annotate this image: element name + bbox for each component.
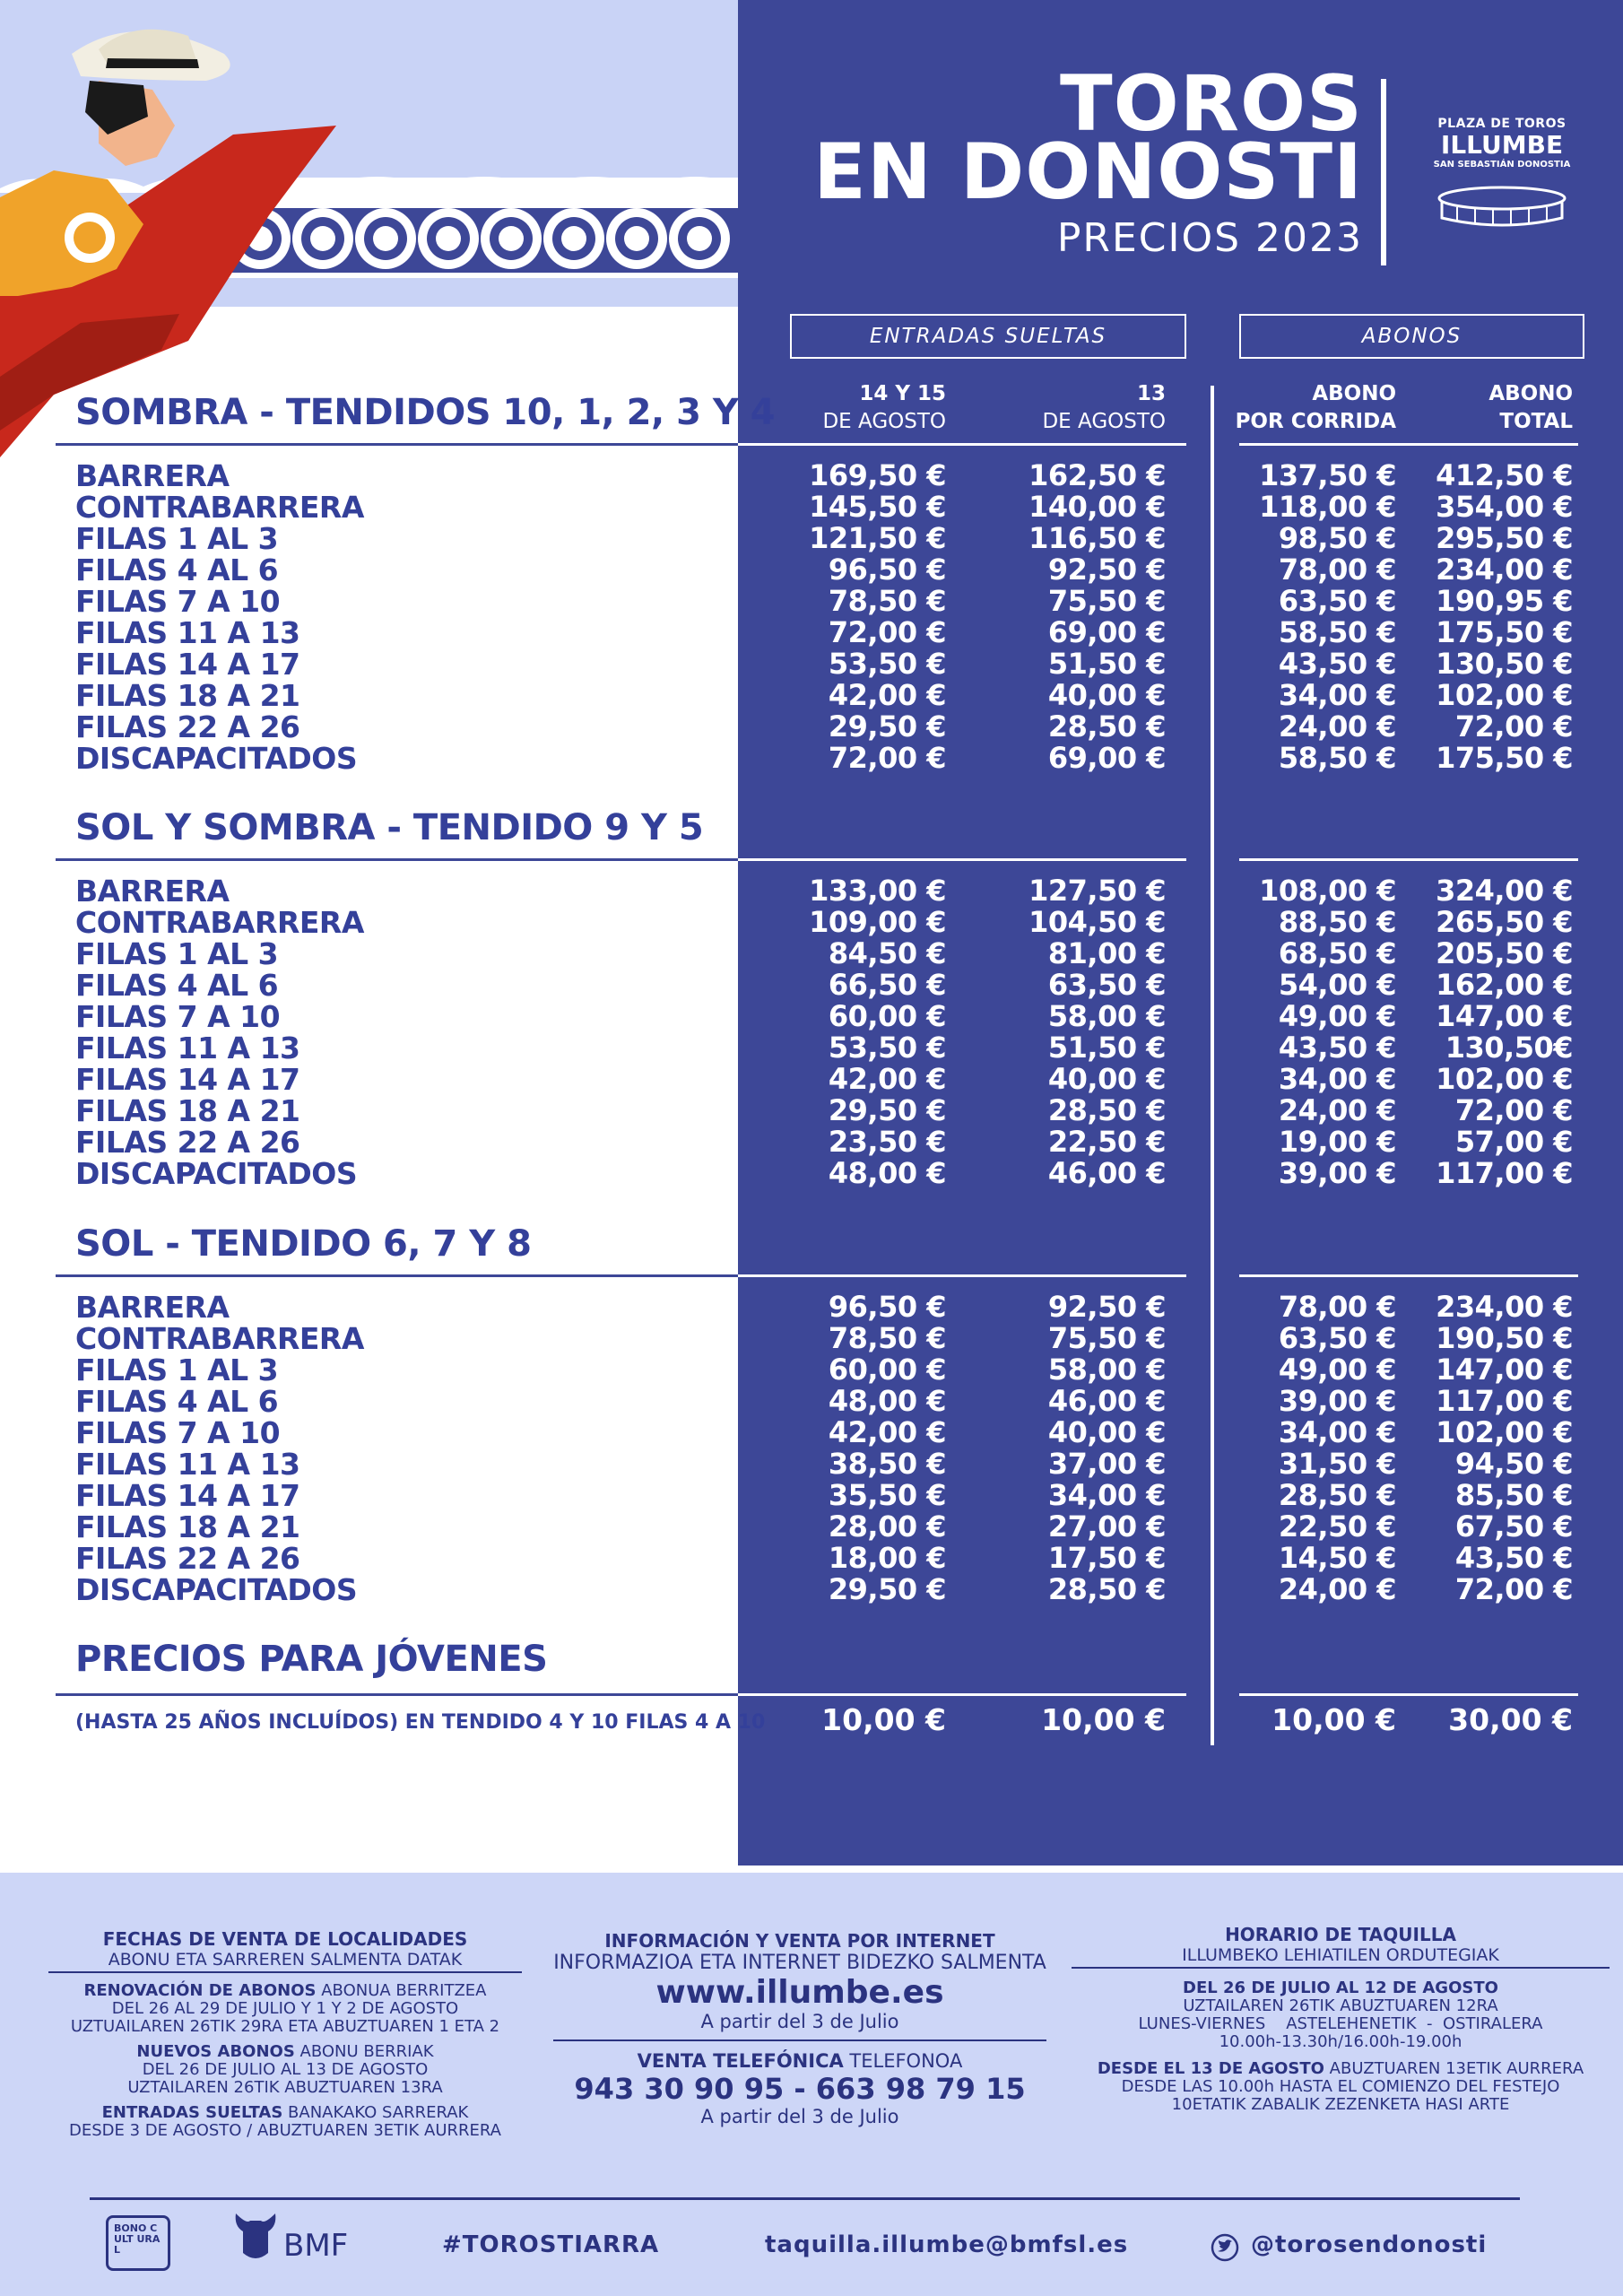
price-cell-col2: 51,50 €: [1047, 1031, 1166, 1065]
price-cell-col2: 51,50 €: [1047, 647, 1166, 681]
price-cell-col4: 175,50 €: [1436, 741, 1573, 775]
price-cell-col3: 34,00 €: [1278, 678, 1396, 712]
price-cell-col1: 60,00 €: [828, 999, 946, 1033]
nuevos-label: NUEVOS ABONOS: [136, 2042, 295, 2061]
section-rule-left: [56, 443, 738, 446]
group-entradas-sueltas: ENTRADAS SUELTAS: [790, 314, 1186, 359]
period2-eu: 10ETATIK ZABALIK ZEZENKETA HASI ARTE: [1171, 2095, 1510, 2114]
price-cell-col3: 49,00 €: [1278, 999, 1396, 1033]
price-row: [0, 1480, 1623, 1511]
price-row: [0, 907, 1623, 938]
price-row: [0, 743, 1623, 774]
price-cell-col4: 265,50 €: [1436, 905, 1573, 939]
price-cell-col1: 35,50 €: [828, 1478, 946, 1512]
row-label: FILAS 18 A 21: [75, 1093, 300, 1128]
price-cell-col2: 75,50 €: [1047, 1321, 1166, 1355]
price-cell-col1: 42,00 €: [828, 1415, 946, 1449]
footer-right-subheading: ILLUMBEKO LEHIATILEN ORDUTEGIAK: [1072, 1945, 1610, 1969]
section-title-sol-y-sombra: SOL Y SOMBRA - TENDIDO 9 Y 5: [75, 807, 704, 848]
sueltas-dates: DESDE 3 DE AGOSTO / ABUZTUAREN 3ETIK AURRERA: [69, 2121, 501, 2140]
price-cell-col1: 145,50 €: [809, 490, 946, 524]
price-cell-col2: 75,50 €: [1047, 584, 1166, 618]
footer-left-heading: FECHAS DE VENTA DE LOCALIDADES: [102, 1928, 468, 1950]
price-row: [0, 586, 1623, 617]
title-divider: [1381, 79, 1386, 265]
row-label: FILAS 14 A 17: [75, 1478, 300, 1513]
price-cell-col2: 28,50 €: [1047, 1093, 1166, 1127]
period2-es: DESDE LAS 10.00h HASTA EL COMIENZO DEL FESTEJO: [1121, 2077, 1560, 2096]
price-cell-col1: 84,50 €: [828, 936, 946, 970]
price-row: [0, 970, 1623, 1001]
price-row: [0, 1095, 1623, 1126]
row-label: FILAS 22 A 26: [75, 1125, 300, 1160]
price-row: [0, 1543, 1623, 1574]
nuevos-dates-eu: UZTAILAREN 26TIK ABUZTUAREN 13RA: [127, 2078, 443, 2097]
nuevos-dates-es: DEL 26 DE JULIO AL 13 DE AGOSTO: [142, 2060, 429, 2079]
price-rows-sol-y-sombra: [0, 875, 1623, 1189]
footer-right-heading: HORARIO DE TAQUILLA: [1225, 1924, 1456, 1945]
col-head-2-bottom: DE AGOSTO: [1042, 410, 1166, 433]
price-cell-col1: 38,50 €: [828, 1447, 946, 1481]
title-line-1: TOROS: [1059, 59, 1363, 149]
period2-rest: ABUZTUAREN 13ETIK AURRERA: [1324, 2059, 1584, 2078]
footer-internet-sales: [553, 1930, 1046, 2127]
price-cell-col1: 133,00 €: [809, 874, 946, 908]
price-cell-col4: 162,00 €: [1436, 968, 1573, 1002]
section-rule-left: [56, 858, 738, 861]
price-cell-col2: 28,50 €: [1047, 1572, 1166, 1606]
price-cell-col3: 137,50 €: [1259, 458, 1396, 492]
price-cell-col3: 19,00 €: [1278, 1125, 1396, 1159]
renovacion-line: [48, 1982, 522, 2000]
price-cell-col2: 28,50 €: [1047, 709, 1166, 744]
price-cell-col4: 72,00 €: [1454, 1093, 1573, 1127]
price-cell-col2: 46,00 €: [1047, 1156, 1166, 1190]
price-row: [0, 617, 1623, 648]
col-head-3-top: ABONO: [1312, 382, 1396, 405]
col-head-2-top: 13: [1136, 382, 1166, 405]
price-row: [0, 1001, 1623, 1032]
section-rule-right: [738, 443, 1186, 446]
section-rule-left: [56, 1274, 738, 1277]
row-label: FILAS 7 A 10: [75, 1415, 281, 1450]
price-cell-col4: 354,00 €: [1436, 490, 1573, 524]
price-cell-col2: 104,50 €: [1028, 905, 1166, 939]
bmf-logo-text: BMF: [283, 2228, 349, 2264]
price-cell-col2: 40,00 €: [1047, 1062, 1166, 1096]
price-row: [0, 1354, 1623, 1386]
section-rule-left: [56, 1693, 738, 1696]
youth-price-4: 30,00 €: [1448, 1702, 1573, 1737]
price-row: [0, 711, 1623, 743]
price-row: [0, 680, 1623, 711]
row-label: FILAS 1 AL 3: [75, 521, 279, 556]
price-cell-col1: 72,00 €: [828, 615, 946, 649]
price-cell-col1: 48,00 €: [828, 1156, 946, 1190]
price-cell-col2: 40,00 €: [1047, 1415, 1166, 1449]
price-cell-col4: 234,00 €: [1436, 552, 1573, 587]
section-rule-right: [1239, 443, 1578, 446]
price-cell-col4: 190,50 €: [1436, 1321, 1573, 1355]
price-cell-col1: 78,50 €: [828, 584, 946, 618]
row-label: FILAS 14 A 17: [75, 1062, 300, 1097]
price-row: [0, 523, 1623, 554]
price-row: [0, 460, 1623, 491]
price-cell-col3: 43,50 €: [1278, 647, 1396, 681]
price-cell-col4: 412,50 €: [1436, 458, 1573, 492]
price-cell-col1: 169,50 €: [809, 458, 946, 492]
period2-label: DESDE EL 13 DE AGOSTO: [1097, 2059, 1324, 2078]
price-cell-col4: 130,50 €: [1436, 647, 1573, 681]
price-cell-col1: 29,50 €: [828, 709, 946, 744]
renovacion-dates-eu: UZTUAILAREN 26TIK 29RA ETA ABUZTUAREN 1 ETA 2: [70, 2017, 500, 2036]
section-title-sol: SOL - TENDIDO 6, 7 Y 8: [75, 1223, 532, 1265]
col-head-1: [822, 380, 946, 436]
price-cell-col3: 24,00 €: [1278, 709, 1396, 744]
price-cell-col1: 18,00 €: [828, 1541, 946, 1575]
price-rows-sol: [0, 1292, 1623, 1605]
illumbe-logo: [1426, 117, 1578, 236]
price-cell-col2: 116,50 €: [1028, 521, 1166, 555]
section-rule-right: [738, 1693, 1186, 1696]
price-cell-col3: 78,00 €: [1278, 1290, 1396, 1324]
price-cell-col2: 127,50 €: [1028, 874, 1166, 908]
price-cell-col4: 295,50 €: [1436, 521, 1573, 555]
price-cell-col2: 46,00 €: [1047, 1384, 1166, 1418]
price-rows-sombra: [0, 460, 1623, 774]
section-title-jovenes: PRECIOS PARA JÓVENES: [75, 1639, 548, 1680]
youth-price-3: 10,00 €: [1271, 1702, 1396, 1737]
section-rule-right: [1239, 1693, 1578, 1696]
footer-sales-dates: [48, 1928, 522, 2140]
price-cell-col4: 43,50 €: [1454, 1541, 1573, 1575]
price-cell-col1: 96,50 €: [828, 1290, 946, 1324]
price-cell-col4: 94,50 €: [1454, 1447, 1573, 1481]
price-row: [0, 1323, 1623, 1354]
price-cell-col1: 29,50 €: [828, 1572, 946, 1606]
price-cell-col3: 31,50 €: [1278, 1447, 1396, 1481]
period1-hours: 10.00h-13.30h/16.00h-19.00h: [1219, 2032, 1462, 2051]
price-cell-col3: 39,00 €: [1278, 1156, 1396, 1190]
price-cell-col1: 53,50 €: [828, 1031, 946, 1065]
hashtag: #TOROSTIARRA: [442, 2231, 660, 2258]
price-cell-col4: 57,00 €: [1454, 1125, 1573, 1159]
price-cell-col3: 54,00 €: [1278, 968, 1396, 1002]
price-cell-col4: 130,50€: [1445, 1031, 1573, 1065]
website-link[interactable]: www.illumbe.es: [655, 1974, 944, 2011]
price-cell-col1: 29,50 €: [828, 1093, 946, 1127]
col-head-1-bottom: DE AGOSTO: [822, 410, 946, 433]
bull-icon: [229, 2208, 282, 2266]
row-label: FILAS 4 AL 6: [75, 1384, 279, 1419]
price-cell-col3: 88,50 €: [1278, 905, 1396, 939]
price-cell-col3: 34,00 €: [1278, 1062, 1396, 1096]
row-label: BARRERA: [75, 1290, 230, 1325]
row-label: FILAS 11 A 13: [75, 1031, 300, 1065]
logo-line-2: ILLUMBE: [1440, 130, 1564, 160]
price-cell-col2: 17,50 €: [1047, 1541, 1166, 1575]
phone-sales-label: VENTA TELEFÓNICA: [637, 2050, 844, 2072]
footer-center-heading: INFORMACIÓN Y VENTA POR INTERNET: [604, 1930, 995, 1952]
price-cell-col2: 40,00 €: [1047, 678, 1166, 712]
price-cell-col3: 118,00 €: [1259, 490, 1396, 524]
price-cell-col3: 58,50 €: [1278, 615, 1396, 649]
price-cell-col4: 72,00 €: [1454, 709, 1573, 744]
price-cell-col4: 102,00 €: [1436, 678, 1573, 712]
footer-box-office-hours: [1072, 1924, 1610, 2114]
price-cell-col2: 69,00 €: [1047, 741, 1166, 775]
price-cell-col1: 109,00 €: [809, 905, 946, 939]
renovacion-rest: ABONUA BERRITZEA: [316, 1981, 487, 2000]
row-label: DISCAPACITADOS: [75, 1156, 358, 1191]
price-cell-col4: 205,50 €: [1436, 936, 1573, 970]
price-cell-col3: 58,50 €: [1278, 741, 1396, 775]
price-cell-col3: 63,50 €: [1278, 1321, 1396, 1355]
price-cell-col2: 140,00 €: [1028, 490, 1166, 524]
email-link[interactable]: taquilla.illumbe@bmfsl.es: [765, 2231, 1129, 2258]
logo-line-3: SAN SEBASTIÁN DONOSTIA: [1433, 160, 1571, 170]
col-head-4-bottom: TOTAL: [1499, 410, 1573, 433]
price-cell-col4: 324,00 €: [1436, 874, 1573, 908]
price-cell-col4: 72,00 €: [1454, 1572, 1573, 1606]
phone-numbers[interactable]: 943 30 90 95 - 663 98 79 15: [574, 2072, 1026, 2106]
price-cell-col3: 98,50 €: [1278, 521, 1396, 555]
price-cell-col1: 96,50 €: [828, 552, 946, 587]
price-row: [0, 491, 1623, 523]
price-row: [0, 1574, 1623, 1605]
price-cell-col2: 162,50 €: [1028, 458, 1166, 492]
row-label: FILAS 11 A 13: [75, 1447, 300, 1482]
sueltas-label: ENTRADAS SUELTAS: [101, 2103, 283, 2122]
price-cell-col3: 108,00 €: [1259, 874, 1396, 908]
bono-cultural-logo: BONO CULT URAL: [106, 2215, 170, 2271]
price-cell-col1: 48,00 €: [828, 1384, 946, 1418]
row-label: CONTRABARRERA: [75, 905, 364, 940]
price-cell-col2: 63,50 €: [1047, 968, 1166, 1002]
sueltas-line: [48, 2104, 522, 2122]
nuevos-rest: ABONU BERRIAK: [294, 2042, 434, 2061]
title-block: [813, 59, 1363, 261]
period1-eu: UZTAILAREN 26TIK ABUZTUAREN 12RA: [1183, 1996, 1498, 2015]
row-label: CONTRABARRERA: [75, 1321, 364, 1356]
footer-left-subheading: ABONU ETA SARREREN SALMENTA DATAK: [48, 1950, 522, 1973]
row-label: FILAS 22 A 26: [75, 1541, 300, 1576]
price-row: [0, 1032, 1623, 1064]
sueltas-rest: BANAKAKO SARRERAK: [282, 2103, 469, 2122]
group-abonos: ABONOS: [1239, 314, 1584, 359]
price-cell-col1: 42,00 €: [828, 1062, 946, 1096]
title-line-2: EN DONOSTI: [813, 127, 1363, 217]
price-cell-col3: 63,50 €: [1278, 584, 1396, 618]
period2-line: [1072, 2060, 1610, 2078]
price-cell-col3: 39,00 €: [1278, 1384, 1396, 1418]
price-cell-col3: 24,00 €: [1278, 1572, 1396, 1606]
row-label: FILAS 4 AL 6: [75, 552, 279, 587]
col-head-1-top: 14 Y 15: [859, 382, 946, 405]
price-cell-col1: 121,50 €: [809, 521, 946, 555]
price-cell-col1: 78,50 €: [828, 1321, 946, 1355]
col-head-4: [1488, 380, 1573, 436]
col-head-2: [1042, 380, 1166, 436]
price-cell-col1: 53,50 €: [828, 647, 946, 681]
price-row: [0, 1126, 1623, 1158]
price-cell-col1: 28,00 €: [828, 1509, 946, 1544]
row-label: FILAS 18 A 21: [75, 678, 300, 713]
row-label: FILAS 7 A 10: [75, 584, 281, 619]
price-cell-col3: 78,00 €: [1278, 552, 1396, 587]
youth-price-2: 10,00 €: [1041, 1702, 1166, 1737]
row-label: FILAS 7 A 10: [75, 999, 281, 1034]
price-cell-col2: 81,00 €: [1047, 936, 1166, 970]
logo-line-1: PLAZA DE TOROS: [1437, 117, 1567, 131]
price-row: [0, 875, 1623, 907]
price-cell-col4: 117,00 €: [1436, 1384, 1573, 1418]
price-cell-col1: 60,00 €: [828, 1352, 946, 1387]
price-row: [0, 1064, 1623, 1095]
section-rule-right: [1239, 858, 1578, 861]
price-cell-col2: 22,50 €: [1047, 1125, 1166, 1159]
price-cell-col2: 58,00 €: [1047, 999, 1166, 1033]
nuevos-line: [48, 2043, 522, 2061]
twitter-handle[interactable]: @torosendonosti: [1251, 2231, 1488, 2258]
row-label: FILAS 14 A 17: [75, 647, 300, 682]
row-label: DISCAPACITADOS: [75, 1572, 358, 1607]
price-row: [0, 1386, 1623, 1417]
price-cell-col2: 69,00 €: [1047, 615, 1166, 649]
price-row: [0, 1448, 1623, 1480]
row-label: FILAS 1 AL 3: [75, 936, 279, 971]
renovacion-dates-es: DEL 26 AL 29 DE JULIO Y 1 Y 2 DE AGOSTO: [111, 1999, 459, 2018]
row-label: FILAS 22 A 26: [75, 709, 300, 744]
row-label: FILAS 4 AL 6: [75, 968, 279, 1003]
price-row: [0, 1417, 1623, 1448]
price-cell-col3: 43,50 €: [1278, 1031, 1396, 1065]
price-cell-col1: 66,50 €: [828, 968, 946, 1002]
price-row: [0, 938, 1623, 970]
col-head-4-top: ABONO: [1488, 382, 1573, 405]
price-cell-col3: 14,50 €: [1278, 1541, 1396, 1575]
renovacion-label: RENOVACIÓN DE ABONOS: [83, 1981, 317, 2000]
section-title-sombra: SOMBRA - TENDIDOS 10, 1, 2, 3 Y 4: [75, 392, 776, 433]
row-label: BARRERA: [75, 458, 230, 493]
price-cell-col3: 34,00 €: [1278, 1415, 1396, 1449]
col-head-3-bottom: POR CORRIDA: [1235, 410, 1396, 433]
youth-note: (HASTA 25 AÑOS INCLUÍDOS) EN TENDIDO 4 Y 10 FILAS 4 A 10: [75, 1711, 766, 1734]
section-rule-right: [738, 1274, 1186, 1277]
price-cell-col2: 92,50 €: [1047, 1290, 1166, 1324]
row-label: FILAS 1 AL 3: [75, 1352, 279, 1387]
price-cell-col4: 175,50 €: [1436, 615, 1573, 649]
price-row: [0, 1158, 1623, 1189]
price-cell-col4: 147,00 €: [1436, 1352, 1573, 1387]
section-rule-right: [1239, 1274, 1578, 1277]
phone-sales-rest: TELEFONOA: [843, 2050, 963, 2072]
price-cell-col3: 22,50 €: [1278, 1509, 1396, 1544]
price-cell-col4: 147,00 €: [1436, 999, 1573, 1033]
row-label: FILAS 18 A 21: [75, 1509, 300, 1544]
price-cell-col4: 102,00 €: [1436, 1062, 1573, 1096]
price-cell-col4: 234,00 €: [1436, 1290, 1573, 1324]
price-cell-col1: 72,00 €: [828, 741, 946, 775]
price-cell-col4: 85,50 €: [1454, 1478, 1573, 1512]
price-cell-col2: 58,00 €: [1047, 1352, 1166, 1387]
price-cell-col3: 28,50 €: [1278, 1478, 1396, 1512]
price-cell-col4: 190,95 €: [1436, 584, 1573, 618]
subtitle-precios: PRECIOS 2023: [1056, 215, 1363, 261]
twitter-icon: [1211, 2233, 1239, 2262]
price-cell-col4: 117,00 €: [1436, 1156, 1573, 1190]
bullring-icon: [1435, 178, 1569, 232]
youth-price-1: 10,00 €: [821, 1702, 946, 1737]
price-row: [0, 554, 1623, 586]
period1-heading: DEL 26 DE JULIO AL 12 DE AGOSTO: [1183, 1979, 1498, 1997]
row-label: CONTRABARRERA: [75, 490, 364, 525]
price-cell-col4: 102,00 €: [1436, 1415, 1573, 1449]
price-cell-col1: 42,00 €: [828, 678, 946, 712]
price-cell-col2: 92,50 €: [1047, 552, 1166, 587]
price-cell-col2: 34,00 €: [1047, 1478, 1166, 1512]
col-head-3: [1236, 380, 1396, 436]
period1-days: LUNES-VIERNES ASTELEHENETIK - OSTIRALERA: [1138, 2014, 1543, 2033]
price-cell-col2: 27,00 €: [1047, 1509, 1166, 1544]
footer-divider-stripe: [0, 1866, 1623, 1873]
section-rule-right: [738, 858, 1186, 861]
website-from-date: A partir del 3 de Julio: [553, 2011, 1046, 2041]
row-label: BARRERA: [75, 874, 230, 909]
price-row: [0, 648, 1623, 680]
price-cell-col3: 49,00 €: [1278, 1352, 1396, 1387]
price-cell-col1: 23,50 €: [828, 1125, 946, 1159]
price-cell-col3: 24,00 €: [1278, 1093, 1396, 1127]
price-cell-col3: 68,50 €: [1278, 936, 1396, 970]
price-row: [0, 1292, 1623, 1323]
price-cell-col2: 37,00 €: [1047, 1447, 1166, 1481]
phone-from-date: A partir del 3 de Julio: [700, 2106, 899, 2127]
footer-bottom-rule: [90, 2197, 1520, 2200]
price-row: [0, 1511, 1623, 1543]
price-cell-col4: 67,50 €: [1454, 1509, 1573, 1544]
row-label: FILAS 11 A 13: [75, 615, 300, 650]
footer-center-subheading: INFORMAZIOA ETA INTERNET BIDEZKO SALMENTA: [553, 1952, 1046, 1974]
row-label: DISCAPACITADOS: [75, 741, 358, 776]
phone-sales-line: [553, 2050, 1046, 2072]
